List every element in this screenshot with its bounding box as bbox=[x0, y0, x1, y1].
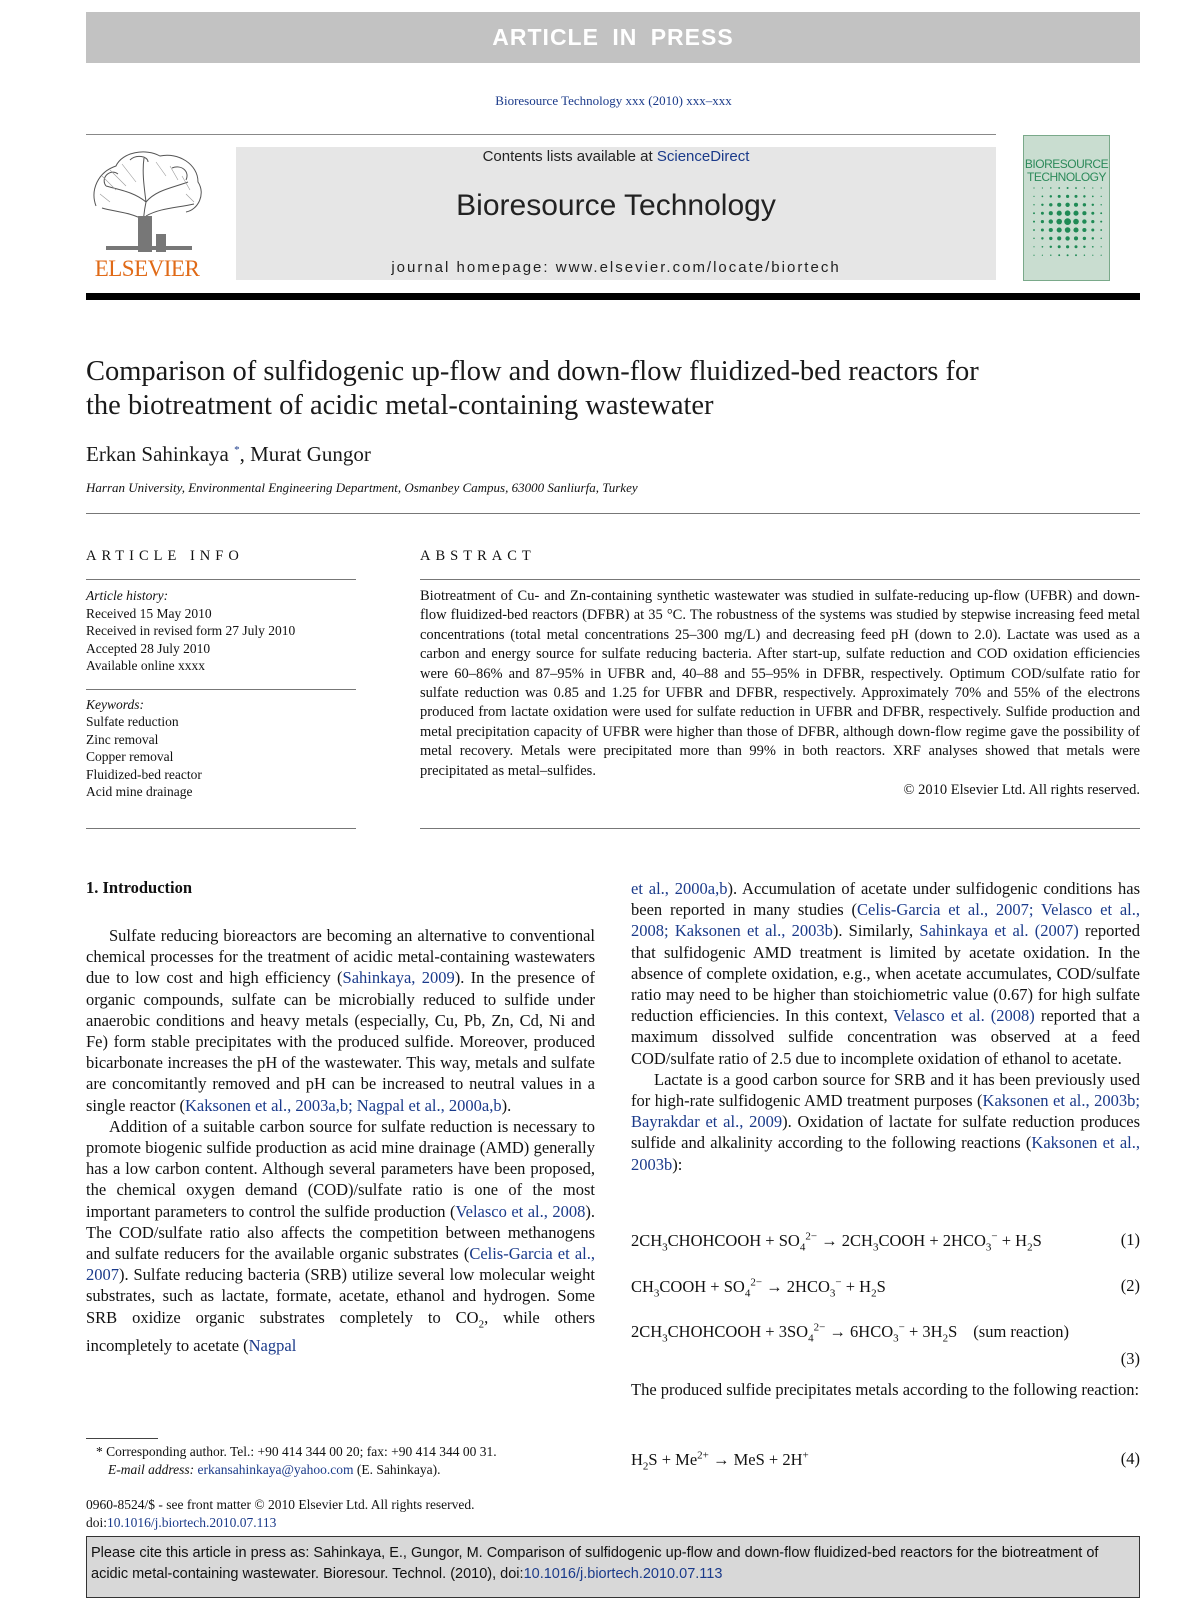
history-item: Received in revised form 27 July 2010 bbox=[86, 623, 296, 638]
equation-number: (2) bbox=[1120, 1276, 1140, 1295]
paragraph: et al., 2000a,b). Accumulation of acetate under sulfidogenic conditions has been reported in many studies (Celis-Garcia et al., 2007; Velasco et al., 2008; Kaksonen et al., 2003b). Similarly, Sahinkaya et al. (2007) reported that sulfidogenic AMD treatment is limited by acetate oxidation. In the absence of complete oxidation, e.g., when acetate accumulates, COD/sulfate ratio may need to be higher than stoichiometric value (0.67) for high sulfate reduction efficiencies. In this context, Velasco et al. (2008) reported that a maximum dissolved sulfide concentration was observed at a feed COD/sulfate ratio of 2.5 due to incomplete oxidation of ethanol to acetate. bbox=[631, 879, 1140, 1068]
sciencedirect-link[interactable]: ScienceDirect bbox=[656, 148, 750, 165]
equation-number: (4) bbox=[1120, 1449, 1140, 1468]
contents-line bbox=[236, 148, 996, 165]
paragraph: Addition of a suitable carbon source for sulfate reduction is necessary to promote biogenic sulfide production as acid mine drainage (AMD) generally has a low carbon content. Although several parameters have been proposed, the chemical oxygen demand (COD)/sulfate ratio is one of the most important parameters to control the sulfide production (Velasco et al., 2008). The COD/sulfate ratio also affects the competition between methanogens and sulfate reducers for the available organic substrates (Celis-Garcia et al., 2007). Sulfate reducing bacteria (SRB) utilize several low molecular weight substrates, such as lactate, formate, acetate, ethanol and hydrogen. Some SRB oxidize organic substrates completely to $CO_2$, while others incompletely to acetate (Nagpal bbox=[86, 1116, 595, 1356]
equation-2: $CH_3COOH + SO_4^{2-} \to 2HCO_3^- + H_2S$ (2) bbox=[631, 1276, 1140, 1299]
citation-link[interactable]: Sahinkaya, 2009 bbox=[342, 968, 455, 988]
journal-name: Bioresource Technology bbox=[456, 189, 776, 222]
article-title bbox=[86, 355, 1140, 423]
divider bbox=[86, 513, 1140, 514]
email-suffix: (E. Sahinkaya). bbox=[353, 1462, 441, 1477]
divider bbox=[86, 689, 356, 690]
masthead-rule bbox=[86, 293, 1140, 300]
history-item: Accepted 28 July 2010 bbox=[86, 640, 211, 656]
abstract-text: Biotreatment of Cu- and Zn-containing synthetic wastewater was studied in sulfate-reducing up-flow (UFBR) and down-flow fluidized-bed reactors (DFBR) at 35 °C. The robustness of the systems was studied by stepwise increasing feed metal concentrations (total metal concentrations 25–300 mg/L) and decreasing feed pH (down to 2.0). Lactate was used as a carbon and energy source for sulfate reducing bacteria. After start-up, sulfate reduction and COD oxidation efficiencies were 60–86% and 87–95% in UFBR and, 40–88 and 55–95% in DFBR, respectively. Optimum COD/sulfate ratio for sulfate reduction was 0.85 and 1.25 for UFBR and DFBR, respectively. Approximately 70% and 55% of the electrons produced from lactate oxidation were used for sulfate reduction in UFBR and DFBR, respectively. Sulfide production and metal precipitation capacity of UFBR were higher than those of DFBR, although down-flow regime gave the possibility of metal recovery. Metals were precipitated more than 99% in both reactors. XRF analyses showed that metals were precipitated as metal–sulfides. bbox=[420, 588, 1140, 779]
equation-number: (3) bbox=[1120, 1349, 1140, 1368]
affiliation: Harran University, Environmental Engineering Department, Osmanbey Campus, 63000 Sanliurfa, Turkey bbox=[86, 480, 638, 495]
abstract bbox=[420, 587, 1140, 800]
title-line2: the biotreatment of acidic metal-containing wastewater bbox=[86, 390, 714, 421]
equation-4: $H_2S + Me^{2+}$ → MeS + 2H+ (4) bbox=[631, 1449, 1140, 1472]
footnote-rule bbox=[86, 1438, 158, 1439]
elsevier-wordmark: ELSEVIER bbox=[94, 256, 200, 281]
citation-link[interactable]: Velasco et al. (2008) bbox=[893, 1006, 1035, 1026]
journal-masthead bbox=[236, 147, 996, 280]
keyword: Zinc removal bbox=[86, 731, 159, 747]
issn-block bbox=[86, 1496, 475, 1532]
citation-link[interactable]: Sahinkaya et al. (2007) bbox=[919, 921, 1079, 941]
footnote bbox=[96, 1443, 497, 1479]
citation-link[interactable]: et al., 2000a,b bbox=[631, 879, 728, 898]
history-label: Article history: bbox=[86, 588, 169, 603]
citation-link[interactable]: Celis-Garcia et al., 2007 bbox=[86, 1244, 595, 1285]
keyword: Fluidized-bed reactor bbox=[86, 766, 202, 782]
footnote-mark: * bbox=[96, 1444, 103, 1459]
keyword: Acid mine drainage bbox=[86, 784, 193, 799]
citation-link[interactable]: Velasco et al., 2008 bbox=[455, 1201, 586, 1221]
introduction-heading: 1. Introduction bbox=[86, 878, 193, 897]
journal-reference[interactable]: Bioresource Technology xxx (2010) xxx–xxx bbox=[495, 93, 732, 108]
divider bbox=[86, 828, 356, 829]
journal-cover-thumbnail[interactable] bbox=[1023, 135, 1110, 281]
citation-box bbox=[86, 1536, 1140, 1598]
citation-text: Please cite this article in press as: Sahinkaya, E., Gungor, M. Comparison of sulfidogenic up-flow and down-flow fluidized-bed reactors for the biotreatment of acidic metal-containing wastewater. Bioresour. Technol. (2010), doi: bbox=[91, 1545, 1099, 1582]
paragraph: Lactate is a good carbon source for SRB and it has been previously used for high-rate sulfidogenic AMD treatment purposes (Kaksonen et al., 2003b; Bayrakdar et al., 2009). Oxidation of lactate for sulfate reduction produces sulfide and alkalinity according to the following reactions (Kaksonen et al., 2003b): bbox=[631, 1069, 1141, 1174]
author-name: , Murat Gungor bbox=[239, 442, 371, 466]
body-column-right bbox=[631, 878, 1140, 1175]
article-info-heading: ARTICLE INFO bbox=[86, 548, 244, 564]
title-line1: Comparison of sulfidogenic up-flow and down-flow fluidized-bed reactors for bbox=[86, 356, 979, 387]
abstract-heading: ABSTRACT bbox=[420, 548, 536, 564]
body-column-left bbox=[86, 925, 595, 1356]
copyright: © 2010 Elsevier Ltd. All rights reserved. bbox=[903, 782, 1140, 799]
paragraph bbox=[631, 1379, 1140, 1400]
contents-prefix: Contents lists available at bbox=[482, 148, 657, 165]
email-link[interactable]: erkansahinkaya@yahoo.com bbox=[197, 1462, 354, 1477]
history-item: Available online xxxx bbox=[86, 658, 205, 673]
cover-title-line1: BIORESOURCE bbox=[1024, 157, 1109, 171]
citation-link[interactable]: Celis-Garcia et al., 2007; Velasco et al., 2008; Kaksonen et al., 2003b bbox=[631, 900, 1140, 941]
keyword: Sulfate reduction bbox=[86, 714, 179, 729]
journal-homepage[interactable]: journal homepage: www.elsevier.com/locate/biortech bbox=[391, 259, 841, 276]
divider bbox=[86, 579, 356, 580]
citation-doi-link[interactable]: 10.1016/j.biortech.2010.07.113 bbox=[523, 1566, 723, 1582]
issn-line: 0960-8524/$ - see front matter © 2010 Elsevier Ltd. All rights reserved. bbox=[86, 1497, 475, 1512]
author-list bbox=[86, 442, 371, 467]
tree-icon bbox=[86, 146, 208, 254]
email-label: E-mail address: bbox=[108, 1462, 198, 1477]
citation-link[interactable]: Kaksonen et al., 2003a,b; Nagpal et al., 2000a,b bbox=[184, 1095, 502, 1115]
corresponding-author-mark[interactable]: * bbox=[234, 444, 240, 456]
doi-label: doi: bbox=[86, 1515, 108, 1530]
divider bbox=[420, 579, 1140, 580]
article-in-press-banner: ARTICLE IN PRESS bbox=[86, 12, 1140, 63]
equation-number: (1) bbox=[1120, 1230, 1140, 1249]
equation-3: $2CH_3CHOHCOOH + 3SO_4^{2-} \to 6HCO_3^- + 3H_2S$ (sum reaction) bbox=[631, 1321, 1070, 1344]
footnote-text: Corresponding author. Tel.: +90 414 344 00 20; fax: +90 414 344 00 31. bbox=[106, 1444, 497, 1459]
keyword: Copper removal bbox=[86, 749, 174, 764]
citation-link[interactable]: Kaksonen et al., 2003b bbox=[631, 1133, 1140, 1174]
cover-dot-pattern bbox=[1024, 136, 1110, 281]
cover-title-line2: TECHNOLOGY bbox=[1026, 170, 1106, 184]
article-info bbox=[86, 587, 356, 801]
author-name: Erkan Sahinkaya bbox=[86, 442, 229, 466]
citation-link[interactable]: Kaksonen et al., 2003b; Bayrakdar et al., 2009 bbox=[631, 1091, 1140, 1132]
paragraph: Sulfate reducing bioreactors are becoming an alternative to conventional chemical processes for the treatment of acidic metal-containing wastewaters due to low cost and high efficiency (Sahinkaya, 2009). In the presence of organic compounds, sulfate can be microbially reduced to sulfide under anaerobic conditions and heavy metals (especially, Cu, Pb, Zn, Cd, Ni and Fe) form stable precipitates with the produced sulfide. Moreover, produced bicarbonate increases the pH of the wastewater. This way, metals and sulfate are concomitantly removed and pH can be increased to neutral values in a single reactor (Kaksonen et al., 2003a,b; Nagpal et al., 2000a,b). bbox=[86, 926, 595, 1115]
elsevier-logo[interactable] bbox=[86, 146, 208, 282]
doi-link[interactable]: 10.1016/j.biortech.2010.07.113 bbox=[107, 1515, 277, 1530]
sum-reaction-note: (sum reaction) bbox=[973, 1321, 1070, 1341]
keywords-label: Keywords: bbox=[86, 696, 144, 712]
citation-link[interactable]: Nagpal bbox=[248, 1336, 297, 1356]
header-rule bbox=[86, 134, 996, 135]
divider bbox=[420, 828, 1140, 829]
history-item: Received 15 May 2010 bbox=[86, 605, 212, 621]
paragraph-text: The produced sulfide precipitates metals according to the following reaction: bbox=[631, 1380, 1140, 1399]
equation-1: $2CH_3CHOHCOOH + SO_4^{2-}$ → $2CH_3COOH + 2HCO_3^- + H_2S$ (1) bbox=[631, 1230, 1140, 1253]
